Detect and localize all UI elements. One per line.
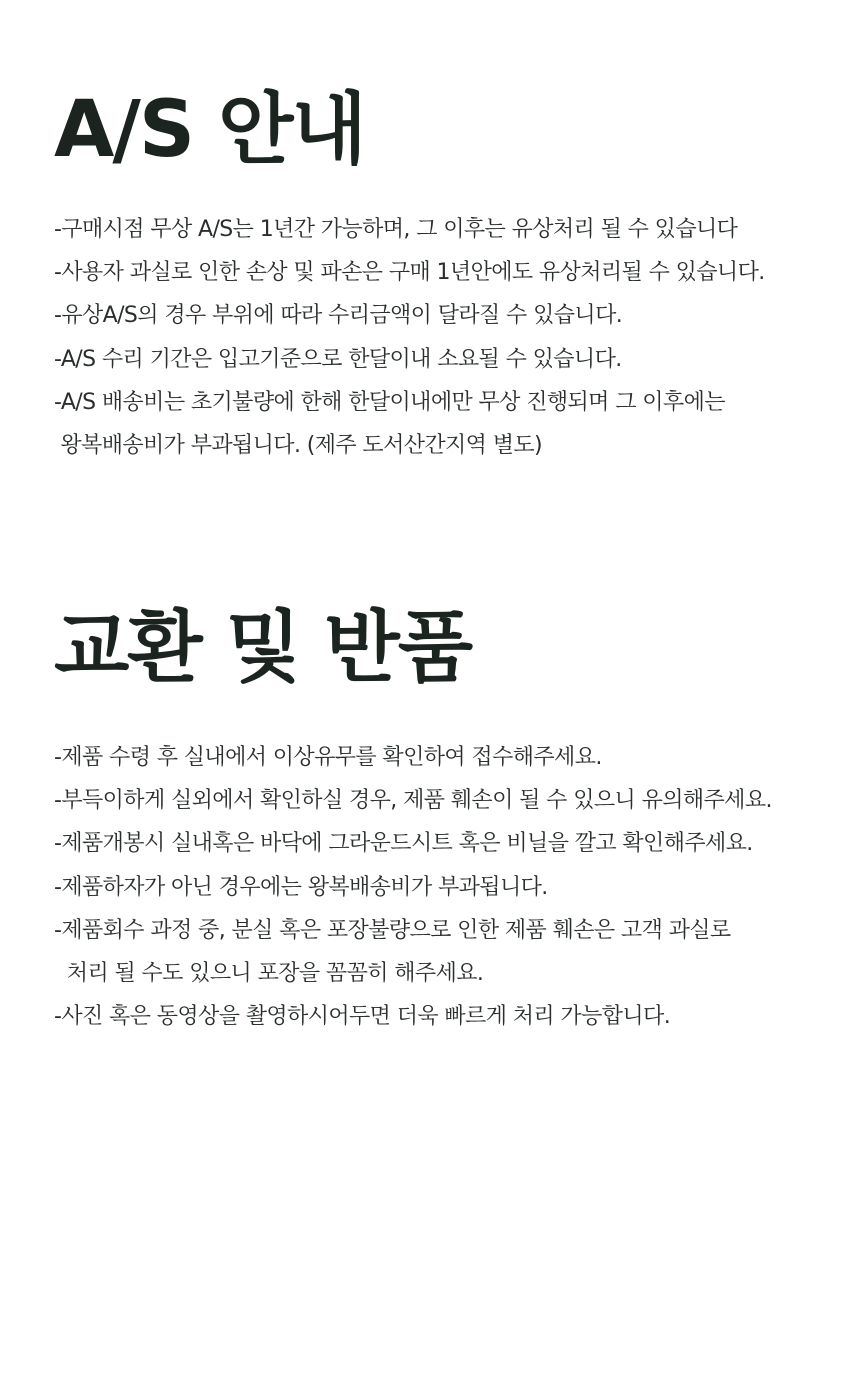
exchange-return-list — [54, 736, 834, 1038]
exchange-return-title: 교환 및 반품 — [54, 603, 472, 693]
as-info-line: -A/S 배송비는 초기불량에 한해 한달이내에만 무상 진행되며 그 이후에는 — [54, 389, 725, 415]
as-info-line: -구매시점 무상 A/S는 1년간 가능하며, 그 이후는 유상처리 될 수 있습니다 — [54, 217, 738, 242]
as-info-line: -A/S 수리 기간은 입고기준으로 한달이내 소요될 수 있습니다. — [54, 346, 622, 372]
exchange-return-line: -사진 혹은 동영상을 촬영하시어두면 더욱 빠르게 처리 가능합니다. — [54, 1004, 671, 1030]
exchange-return-line: -제품회수 과정 중, 분실 혹은 포장불량으로 인한 제품 훼손은 고객 과실로 — [54, 917, 731, 943]
as-info-title: A/S 안내 — [54, 85, 365, 175]
exchange-return-section — [54, 600, 834, 1038]
exchange-return-line: -부득이하게 실외에서 확인하실 경우, 제품 훼손이 될 수 있으니 유의해주세요. — [54, 788, 772, 814]
exchange-return-line: 처리 될 수도 있으니 포장을 꼼꼼히 해주세요. — [54, 961, 484, 987]
exchange-return-line: -제품하자가 아닌 경우에는 왕복배송비가 부과됩니다. — [54, 874, 548, 900]
as-info-line: 왕복배송비가 부과됩니다. (제주 도서산간지역 별도) — [54, 433, 543, 459]
as-info-section — [54, 82, 834, 467]
as-info-line: -사용자 과실로 인한 손상 및 파손은 구매 1년안에도 유상처리될 수 있습니다. — [54, 260, 765, 286]
as-info-list — [54, 208, 834, 467]
as-info-line: -유상A/S의 경우 부위에 따라 수리금액이 달라질 수 있습니다. — [54, 303, 623, 329]
exchange-return-line: -제품 수령 후 실내에서 이상유무를 확인하여 접수해주세요. — [54, 745, 602, 770]
exchange-return-line: -제품개봉시 실내혹은 바닥에 그라운드시트 혹은 비닐을 깔고 확인해주세요. — [54, 831, 753, 857]
